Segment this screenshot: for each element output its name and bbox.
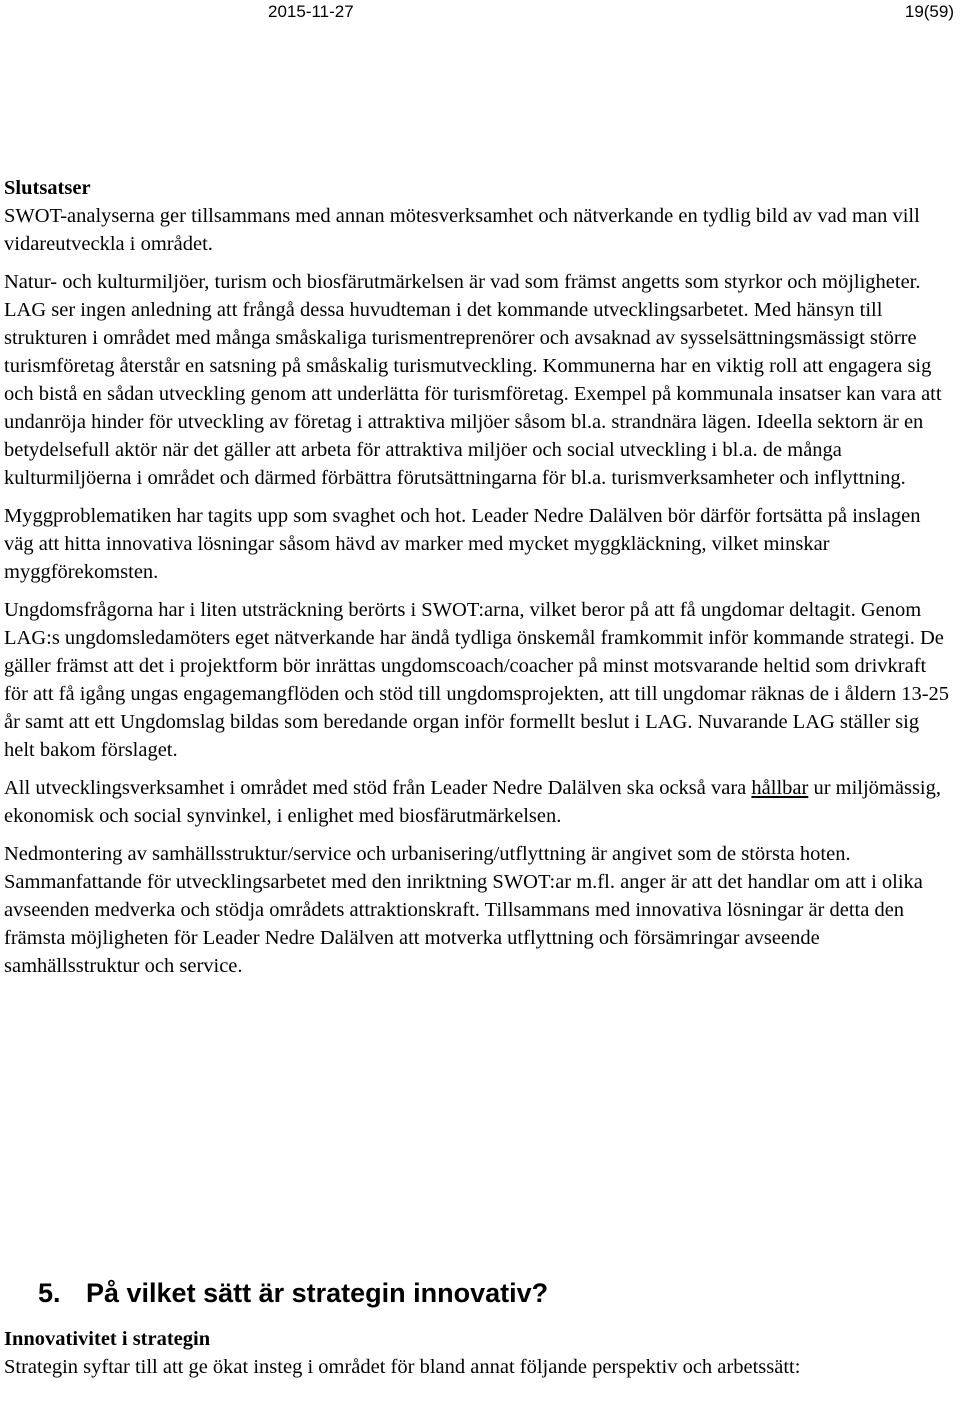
conclusions-intro-block <box>4 174 954 258</box>
innovation-text: Strategin syftar till att ge ökat insteg i området för bland annat följande perspektiv och arbetssätt: <box>4 1356 801 1378</box>
paragraph-youth: Ungdomsfrågorna har i liten utsträckning berörts i SWOT:arna, vilket beror på att få ungdomar deltagit. Genom LAG:s ungdomsledamöters eget nätverkande har ändå tydliga önskemål framkommit inför kommande strategi. De gäller främst att det i projektform bör inrättas ungdomscoach/coacher på minst motsvarande heltid som drivkraft för att få igång ungas engagemangflöden och stöd till ungdomsprojekten, att till ungdomar räknas de i åldern 13-25 år samt att ett Ungdomslag bildas som beredande organ inför formellt beslut i LAG. Nuvarande LAG ställer sig helt bakom förslaget. <box>4 599 950 761</box>
section-5-number: 5. <box>38 1278 61 1308</box>
innovation-section <box>4 1325 954 1381</box>
conclusions-heading: Slutsatser <box>4 177 91 199</box>
conclusions-section <box>4 174 954 990</box>
innovation-subheading: Innovativitet i strategin <box>4 1328 211 1350</box>
sustainability-underlined-word: hållbar <box>751 777 809 799</box>
paragraph-tourism: Natur- och kulturmiljöer, turism och biosfärutmärkelsen är vad som främst angetts som styrkor och möjligheter. LAG ser ingen anledning att frångå dessa huvudteman i det kommande utvecklingsarbetet. Med hänsyn till strukturen i området med många småskaliga turismentreprenörer och avsaknad av sysselsättningsmässigt större turismföretag återstår en satsning på småskalig turismutveckling. Kommunerna har en viktig roll att engagera sig och bistå en sådan utveckling genom att underlätta för turismföretag. Exempel på kommunala insatser kan vara att undanröja hinder för utveckling av företag i attraktiva miljöer såsom bl.a. strandnära lägen. Ideella sektorn är en betydelsefull aktör när det gäller att arbeta för attraktiva miljöer och social utveckling i bl.a. de många kulturmiljöerna i området och därmed förbättra förutsättningarna för bl.a. turismverksamheter och inflyttning. <box>4 271 942 489</box>
paragraph-mosquito: Myggproblematiken har tagits upp som svaghet och hot. Leader Nedre Dalälven bör därför fortsätta på inslagen väg att hitta innovativa lösningar såsom hävd av marker med mycket myggkläckning, vilket minskar myggförekomsten. <box>4 505 921 583</box>
paragraph-threats: Nedmontering av samhällsstruktur/service och urbanisering/utflyttning är angivet som de största hoten. Sammanfattande för utvecklingsarbetet med den inriktning SWOT:ar m.fl. anger är att det handlar om att i olika avseenden medverka och stödja områdets attraktionskraft. Tillsammans med innovativa lösningar är detta den främsta möjligheten för Leader Nedre Dalälven att motverka utflyttning och försämringar avseende samhällsstruktur och service. <box>4 843 923 977</box>
page-header <box>0 0 960 30</box>
sustainability-text-end: ur miljömässig, ekonomisk och social synvinkel, i enlighet med biosfärutmärkelsen. <box>4 777 942 827</box>
section-5-title: På vilket sätt är strategin innovativ? <box>86 1278 549 1308</box>
page-number: 19(59) <box>904 2 954 21</box>
paragraph-sustainability <box>4 774 954 830</box>
section-5-heading <box>38 1276 548 1310</box>
conclusions-intro: SWOT-analyserna ger tillsammans med annan mötesverksamhet och nätverkande en tydlig bild av vad man vill vidareutveckla i området. <box>4 205 920 255</box>
header-date: 2015-11-27 <box>268 2 354 21</box>
sustainability-text-start: All utvecklingsverksamhet i området med stöd från Leader Nedre Dalälven ska också vara <box>4 777 752 799</box>
